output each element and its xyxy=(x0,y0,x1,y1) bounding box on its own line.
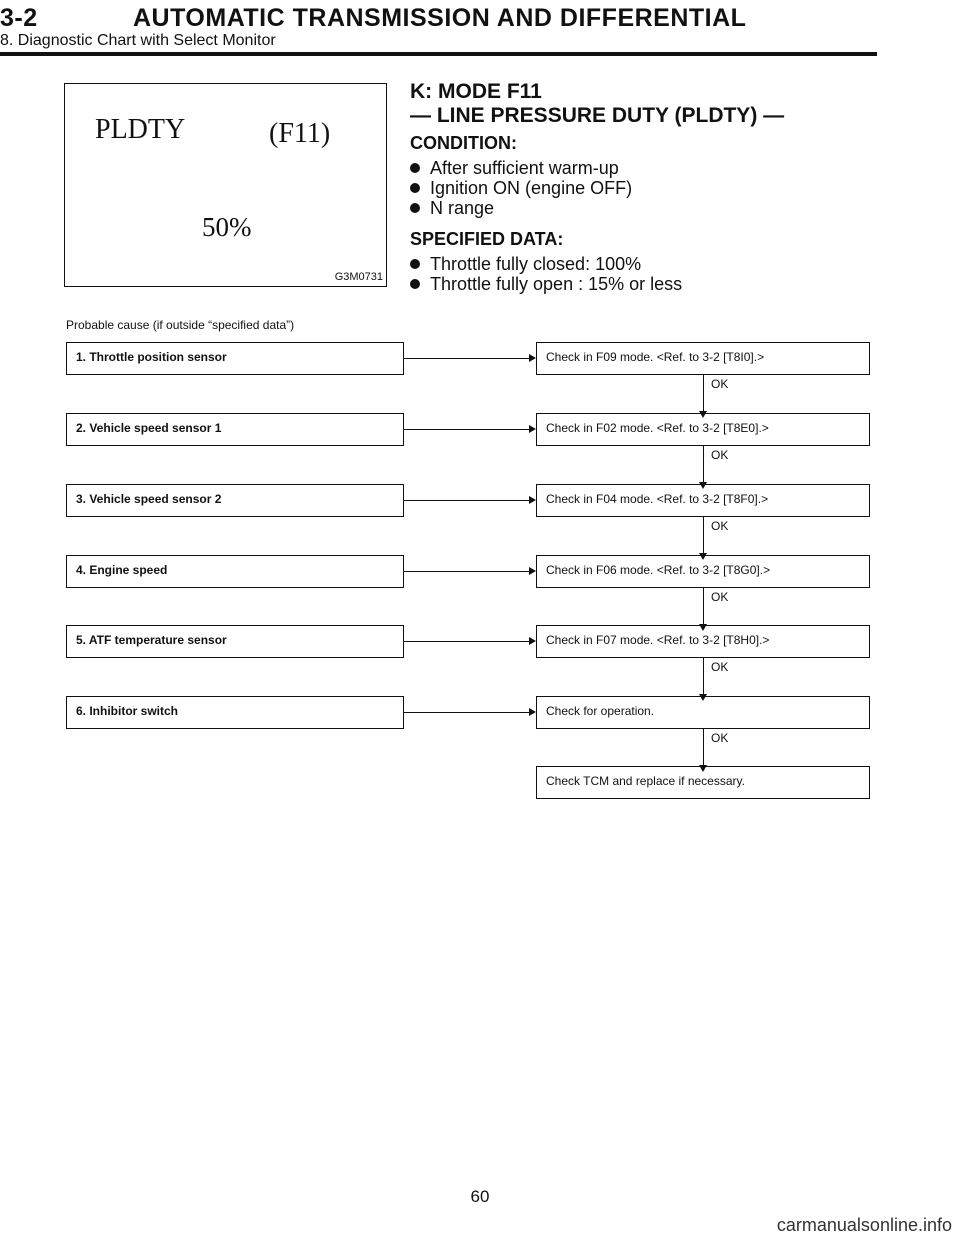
check-box-5: Check in F07 mode. <Ref. to 3-2 [T8H0].> xyxy=(536,625,870,658)
check-box-4: Check in F06 mode. <Ref. to 3-2 [T8G0].> xyxy=(536,555,870,588)
display-label-right: (F11) xyxy=(269,118,331,149)
arrow-down-icon xyxy=(703,375,704,413)
section-title-line1: K: MODE F11 xyxy=(410,80,542,103)
arrow-down-icon xyxy=(703,517,704,555)
bullet-icon xyxy=(410,163,420,173)
arrow-down-icon xyxy=(703,658,704,696)
bullet-icon xyxy=(410,183,420,193)
bullet-icon xyxy=(410,259,420,269)
page-header xyxy=(0,0,960,60)
check-box-1: Check in F09 mode. <Ref. to 3-2 [T8I0].> xyxy=(536,342,870,375)
list-item: Throttle fully closed: 100% xyxy=(410,254,880,274)
spec-heading: SPECIFIED DATA: xyxy=(410,229,564,249)
cause-box-2: 2. Vehicle speed sensor 1 xyxy=(66,413,404,446)
ok-label: OK xyxy=(711,590,729,604)
condition-heading: CONDITION: xyxy=(410,133,517,153)
arrow-down-icon xyxy=(703,588,704,626)
section-title-line2: — LINE PRESSURE DUTY (PLDTY) — xyxy=(410,104,785,127)
arrow-down-icon xyxy=(703,729,704,767)
bullet-icon xyxy=(410,203,420,213)
check-box-6: Check for operation. xyxy=(536,696,870,729)
arrow-down-icon xyxy=(703,446,704,484)
display-label-left: PLDTY xyxy=(95,114,186,145)
header-subtitle: 8. Diagnostic Chart with Select Monitor xyxy=(0,32,276,49)
arrow-right-icon xyxy=(404,500,530,501)
ok-label: OK xyxy=(711,731,729,745)
check-box-3: Check in F04 mode. <Ref. to 3-2 [T8F0].> xyxy=(536,484,870,517)
arrow-right-icon xyxy=(404,641,530,642)
arrow-right-icon xyxy=(404,429,530,430)
list-item: Ignition ON (engine OFF) xyxy=(410,178,880,198)
mode-section xyxy=(410,80,880,294)
probable-cause-label: Probable cause (if outside “specified data”) xyxy=(66,318,295,332)
ok-label: OK xyxy=(711,519,729,533)
figure-id: G3M0731 xyxy=(334,271,383,283)
chapter-title: AUTOMATIC TRANSMISSION AND DIFFERENTIAL xyxy=(133,4,747,32)
cause-box-4: 4. Engine speed xyxy=(66,555,404,588)
ok-label: OK xyxy=(711,448,729,462)
bullet-icon xyxy=(410,279,420,289)
arrow-right-icon xyxy=(404,712,530,713)
page-number: 60 xyxy=(470,1187,490,1206)
ok-label: OK xyxy=(711,377,729,391)
check-box-2: Check in F02 mode. <Ref. to 3-2 [T8E0].> xyxy=(536,413,870,446)
cause-box-6: 6. Inhibitor switch xyxy=(66,696,404,729)
condition-list xyxy=(410,158,880,218)
monitor-display-figure xyxy=(64,83,387,287)
display-value: 50% xyxy=(202,212,252,242)
cause-box-3: 3. Vehicle speed sensor 2 xyxy=(66,484,404,517)
arrow-right-icon xyxy=(404,571,530,572)
section-number: 3-2 xyxy=(0,4,38,32)
watermark: carmanualsonline.info xyxy=(776,1215,952,1235)
arrow-right-icon xyxy=(404,358,530,359)
cause-box-5: 5. ATF temperature sensor xyxy=(66,625,404,658)
list-item: After sufficient warm-up xyxy=(410,158,880,178)
cause-box-1: 1. Throttle position sensor xyxy=(66,342,404,375)
final-check-box: Check TCM and replace if necessary. xyxy=(536,766,870,799)
ok-label: OK xyxy=(711,660,729,674)
list-item: Throttle fully open : 15% or less xyxy=(410,274,880,294)
header-rule xyxy=(0,52,877,56)
list-item: N range xyxy=(410,198,880,218)
spec-list xyxy=(410,254,880,294)
